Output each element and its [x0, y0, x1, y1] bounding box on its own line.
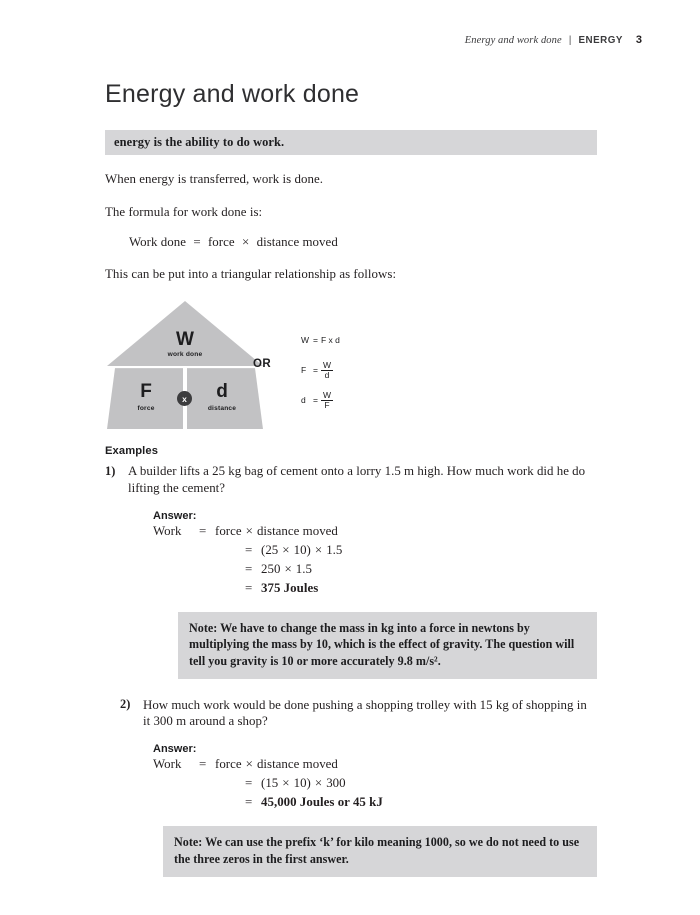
example-body: [128, 463, 597, 679]
equation-force-equals: =: [313, 365, 318, 376]
equation-force-lhs: F: [301, 365, 307, 376]
calc-term: 250: [261, 561, 281, 576]
multiply-icon: x: [177, 391, 192, 406]
formula-term-force: force: [207, 235, 235, 250]
calculation-rhs: [215, 757, 338, 772]
answer-label: Answer:: [153, 509, 197, 522]
formula-term-work: Work done: [129, 235, 187, 250]
calculation-row: [153, 776, 597, 791]
calculation-equals: =: [245, 561, 253, 576]
calculation-equals: =: [245, 776, 253, 791]
calc-operator: ×: [282, 542, 290, 557]
or-connector-label: OR: [253, 358, 272, 371]
calc-operator: ×: [314, 776, 323, 791]
equation-distance-fraction: [321, 391, 333, 410]
calc-term: (25: [261, 542, 279, 557]
calc-term: 1.5: [295, 561, 312, 576]
intro-paragraph-3: This can be put into a triangular relationship as follows:: [105, 267, 397, 282]
calculation-equals: =: [245, 542, 253, 557]
calc-term: 10): [293, 542, 311, 557]
calc-term: (15: [261, 776, 279, 791]
rearranged-equations: [301, 325, 340, 415]
calculation-equals: =: [199, 757, 207, 772]
example-answer: [143, 743, 597, 876]
triangle-sublabel-distance: distance: [207, 405, 237, 413]
calculation-rhs: [215, 524, 338, 539]
equation-work-rhs: F x d: [320, 335, 340, 346]
equation-distance-denominator: F: [324, 399, 330, 410]
header-chapter-title: Energy and work done: [464, 35, 562, 46]
example-answer: [128, 510, 597, 679]
calc-result: 45,000 Joules or 45 kJ: [261, 795, 383, 810]
example-item: [105, 697, 597, 877]
triangle-sublabel-force: force: [137, 405, 155, 413]
calculation-row: [153, 524, 597, 539]
example-body: [143, 697, 597, 877]
calc-operator: ×: [314, 542, 323, 557]
equation-distance-lhs: d: [301, 395, 306, 406]
calc-operator: ×: [282, 776, 290, 791]
calculation-rhs: [261, 543, 342, 558]
example-question: A builder lifts a 25 kg bag of cement onto a lorry 1.5 m high. How much work did he do lifting the cement?: [128, 464, 586, 495]
calc-term: 300: [326, 776, 346, 791]
intro-paragraph-1: When energy is transferred, work is done.: [105, 172, 324, 186]
equation-distance-numerator: W: [322, 389, 331, 400]
calc-term: force: [215, 757, 242, 772]
calculation-lhs: [153, 562, 245, 577]
note-callout: Note: We can use the prefix ‘k’ for kilo meaning 1000, so we do not need to use the three zeros in the first answer.: [163, 826, 597, 876]
calc-term: distance moved: [256, 757, 338, 772]
triangle-label-distance: d: [216, 381, 228, 403]
calc-operator: ×: [245, 523, 253, 538]
equation-force-numerator: W: [322, 359, 331, 370]
page-title: Energy and work done: [105, 80, 360, 108]
formula-triangle-diagram: [105, 301, 597, 441]
formula-multiply: ×: [241, 235, 250, 250]
calculation-row: [153, 543, 597, 558]
triangle-sublabel-work: work done: [167, 351, 203, 359]
header-divider: |: [568, 34, 572, 46]
header-section-name: ENERGY: [578, 35, 623, 46]
equation-force-fraction: [321, 361, 333, 380]
calculation-rhs: [261, 795, 383, 810]
equation-force: [301, 355, 340, 385]
calculation-lhs: [153, 543, 245, 558]
answer-label: Answer:: [153, 743, 197, 756]
formula-equals: =: [193, 235, 201, 250]
equation-distance-equals: =: [313, 395, 318, 406]
calculation-equals: =: [245, 795, 253, 810]
calculation-rhs: [261, 562, 312, 577]
example-number: 1): [105, 463, 116, 478]
calculation-lhs: [153, 795, 245, 810]
note-callout: Note: We have to change the mass in kg into a force in newtons by multiplying the mass by 10, which is the effect of gravity. The question will tell you gravity is 10 or more accurately 9.8 m/s².: [178, 612, 597, 679]
calculation-lhs: [153, 581, 245, 596]
calc-term: distance moved: [256, 523, 338, 538]
equation-work: [301, 325, 340, 355]
example-item: [105, 463, 597, 679]
calculation-equals: =: [245, 580, 253, 595]
page-number: 3: [635, 34, 642, 46]
intro-paragraph-2: The formula for work done is:: [105, 205, 263, 220]
triangle-graphic: [107, 301, 263, 429]
calculation-row: [153, 562, 597, 577]
triangle-label-work: W: [176, 329, 194, 351]
calculation-row: [153, 757, 597, 772]
calculation-lhs: Work: [153, 523, 182, 538]
equation-work-lhs: W: [301, 335, 310, 346]
equation-distance: [301, 385, 340, 415]
calc-operator: ×: [284, 561, 292, 576]
calculation-row: [153, 581, 597, 596]
calc-term: 1.5: [326, 542, 343, 557]
calc-term: 10): [293, 776, 311, 791]
definition-callout: energy is the ability to do work.: [105, 130, 597, 155]
example-number: 2): [120, 697, 131, 712]
formula-term-distance: distance moved: [256, 235, 338, 250]
calculation-rhs: [261, 581, 318, 596]
calculation-row: [153, 795, 597, 810]
equation-force-denominator: d: [324, 369, 330, 380]
equation-work-equals: =: [313, 335, 318, 346]
examples-heading: Examples: [105, 445, 159, 458]
calc-term: force: [215, 523, 242, 538]
calculation-rhs: [261, 776, 346, 791]
work-done-formula: [105, 221, 597, 250]
calc-result: 375 Joules: [261, 580, 319, 595]
calculation-lhs: [153, 776, 245, 791]
calc-operator: ×: [245, 757, 253, 772]
calculation-equals: =: [199, 523, 207, 538]
page-content: [105, 0, 597, 877]
triangle-label-force: F: [140, 381, 152, 403]
example-question: How much work would be done pushing a shopping trolley with 15 kg of shopping in it 300 m around a shop?: [143, 697, 587, 729]
calculation-lhs: Work: [153, 757, 182, 772]
